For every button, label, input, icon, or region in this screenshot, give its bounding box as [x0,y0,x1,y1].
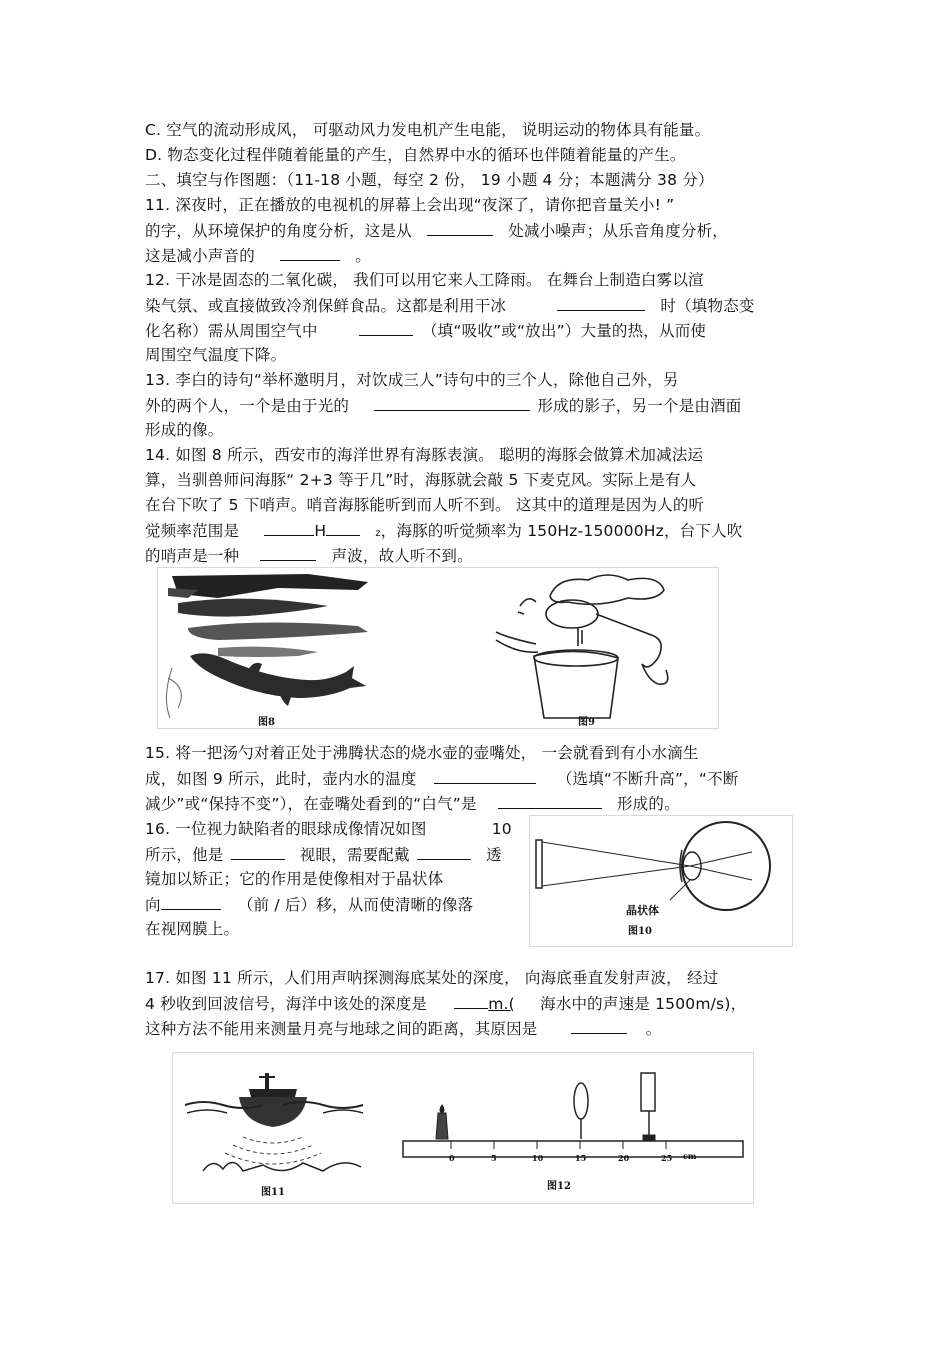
figure-8-9 [157,567,719,729]
q14-line3: 在台下吹了 5 下哨声。哨音海豚能听到而人听不到。 这其中的道理是因为人的听 [145,496,705,514]
q12-line3 [145,320,815,341]
q16-line1 [145,819,525,839]
q15-line2 [145,768,815,789]
q14-blank-1b[interactable] [326,520,360,536]
q16-blank-1[interactable] [231,844,285,860]
q12-blank-1[interactable] [557,295,645,311]
q13-text-b: 形成的影子，另一个是由酒面 [537,397,742,415]
q16-text-d: 透 [485,846,502,864]
figure-12-caption: 图12 [547,1181,571,1192]
q13-blank-1[interactable] [374,395,530,411]
figure-11-12-drawing [173,1053,753,1203]
q12-blank-2[interactable] [359,320,413,336]
q14-blank-1a[interactable] [264,520,314,536]
ruler-unit: cm [683,1151,697,1161]
q15-line3 [145,793,815,814]
q17-blank-1[interactable] [454,993,488,1009]
q16-text-b: 所示，他是 [145,846,224,864]
q17-line3 [145,1018,815,1039]
eyeball-outline [682,822,770,910]
q14-line1: 14. 如图 8 所示，西安市的海洋世界有海豚表演。 聪明的海豚会做算术加减法运 [145,446,704,464]
lens-label: 晶状体 [626,904,659,917]
q16-text-a: 16. 一位视力缺陷者的眼球成像情况如图 [145,820,427,838]
q11-line1: 11. 深夜时，正在播放的电视机的屏幕上会出现“夜深了，请你把音量关小! ” [145,196,675,214]
q11-blank-2[interactable] [280,245,340,261]
q15-text-b: （选填“不断升高”，“不断 [556,770,739,788]
q11-line2 [145,220,815,241]
q12-line1: 12. 干冰是固态的二氧化碳， 我们可以用它来人工降雨。 在舞台上制造白雾以渲 [145,271,704,289]
q12-text-b: 时（填物态变 [660,297,755,315]
q17-text-a: 4 秒收到回波信号，海洋中该处的深度是 [145,995,428,1013]
q17-line1: 17. 如图 11 所示，人们用声呐探测海底某处的深度， 向海底垂直发射声波， 经过 [145,969,719,987]
dolphin-picture [166,574,368,718]
q14-blank-2[interactable] [260,545,316,561]
kettle-picture [496,575,668,718]
figure-8-caption: 图8 [258,717,275,728]
q11-text-a: 的字，从环境保护的角度分析，这是从 [145,222,412,240]
q13-line1: 13. 李白的诗句“举杯邀明月，对饮成三人”诗句中的三个人，除他自己外，另 [145,371,679,389]
q14-text-d: 声波，故人听不到。 [331,547,473,565]
q14-line4 [145,520,815,544]
q15-blank-1[interactable] [434,768,536,784]
q15-text-d: 形成的。 [616,795,680,813]
ruler-tick-0: 0 [449,1153,455,1163]
q14-unit-h: H [314,522,327,540]
q16-text-f: （前 / 后）移，从而使清晰的像落 [237,896,474,914]
q15-text-c: 减少”或“保持不变”），在壶嘴处看到的“白气”是 [145,795,477,813]
q15-text-a: 成，如图 9 所示，此时，壶内水的温度 [145,770,417,788]
q14-text-a: 觉频率范围是 [145,522,240,540]
figure-11-12 [172,1052,754,1204]
q15-line1: 15. 将一把汤勺对着正处于沸腾状态的烧水壶的壶嘴处， 一会就看到有小水滴生 [145,744,699,762]
q12-line2 [145,295,815,316]
figure-11-caption: 图11 [261,1187,285,1198]
q13-line2 [145,395,815,416]
figure-10 [529,815,793,947]
q11-blank-1[interactable] [427,220,493,236]
q13-text-a: 外的两个人，一个是由于光的 [145,397,350,415]
q11-text-d: 。 [355,247,371,265]
q14-unit-z: z [375,528,381,539]
q16-line2 [145,844,525,865]
q17-unit: m.( [488,995,515,1013]
q16-text-c: 视眼，需要配戴 [299,846,410,864]
q14-text-c: 的哨声是一种 [145,547,240,565]
q16-line4 [145,894,525,915]
figure-10-caption: 图10 [628,926,652,937]
q16-line3: 镜加以矫正；它的作用是使像相对于晶状体 [145,870,444,888]
q12-text-d: （填“吸收”或“放出”）大量的热，从而使 [421,322,707,340]
option-d: D. 物态变化过程伴随着能量的产生，自然界中水的循环也伴随着能量的产生。 [145,146,686,164]
sonar-ship-picture [185,1073,363,1171]
ruler-tick-10: 10 [532,1153,544,1163]
section-heading: 二、填空与作图题：（11-18 小题，每空 2 份， 19 小题 4 分；本题满分 38 分） [145,171,714,189]
q14-text-b: ，海豚的听觉频率为 150Hz-150000Hz，台下人吹 [380,522,743,540]
ruler-tick-15: 15 [575,1153,587,1163]
ruler-tick-5: 5 [491,1153,497,1163]
q15-blank-2[interactable] [498,793,602,809]
q17-line2 [145,993,815,1014]
q17-blank-2[interactable] [571,1018,627,1034]
q13-line3: 形成的像。 [145,421,224,439]
q17-text-c: 这种方法不能用来测量月亮与地球之间的距离，其原因是 [145,1020,538,1038]
q14-line2: 算，当驯兽师问海豚“ 2+3 等于几”时，海豚就会敲 5 下麦克风。实际上是有人 [145,471,697,489]
q17-text-b: 海水中的声速是 1500m/s)， [540,995,747,1013]
q16-blank-3[interactable] [161,894,221,910]
option-c: C. 空气的流动形成风， 可驱动风力发电机产生电能， 说明运动的物体具有能量。 [145,121,711,139]
figure-9-caption: 图9 [578,717,595,728]
object-bar [536,840,542,888]
ruler-tick-25: 25 [661,1153,673,1163]
q16-line5: 在视网膜上。 [145,920,240,938]
eye-diagram [530,816,792,946]
q11-line3 [145,245,815,266]
q12-text-a: 染气氛、或直接做致冷剂保鲜食品。这都是利用干冰 [145,297,507,315]
figure-8-9-drawing [158,568,718,728]
q16-blank-2[interactable] [417,844,471,860]
q16-text-a2: 10 [491,820,512,838]
q11-text-c: 这是减小声音的 [145,247,255,265]
optical-bench-picture [403,1073,743,1157]
q17-text-d: 。 [645,1020,662,1038]
q16-text-e: 向 [145,896,161,914]
q14-line5 [145,545,815,566]
q12-line4: 周围空气温度下降。 [145,346,287,364]
q11-text-b: 处减小噪声；从乐音角度分析， [508,222,728,240]
q12-text-c: 化名称）需从周围空气中 [145,322,318,340]
ruler-tick-20: 20 [618,1153,630,1163]
